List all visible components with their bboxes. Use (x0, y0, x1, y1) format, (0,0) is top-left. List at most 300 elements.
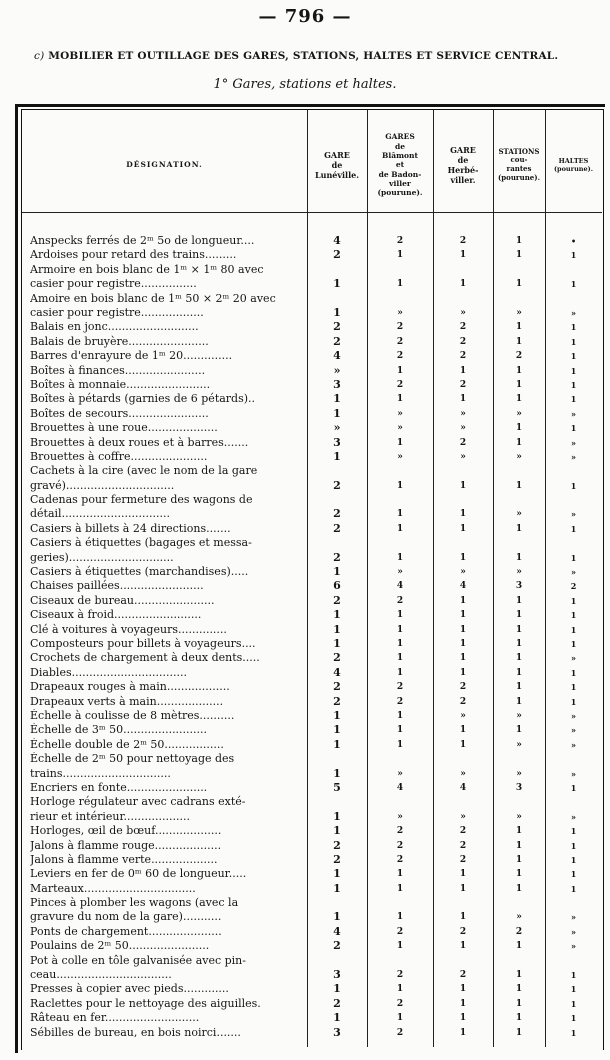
row-value-col1: 2 (396, 926, 404, 937)
row-value-col4: 1 (570, 394, 577, 405)
row-value-col1: 1 (396, 523, 404, 534)
row-value-col2: 1 (459, 624, 467, 635)
table-row (22, 436, 602, 450)
row-value-col2: 1 (459, 250, 467, 261)
row-value-col4: » (571, 912, 576, 923)
row-value-col0: 2 (333, 320, 341, 334)
table-row (22, 536, 602, 565)
row-value-col4: » (571, 739, 576, 750)
row-value-col0: 1 (333, 392, 341, 406)
row-value-col3: 1 (515, 653, 523, 664)
row-value-col0: 4 (333, 924, 341, 938)
table-row (22, 579, 602, 593)
header-col-luneville: GARE de Lunéville. (315, 150, 359, 180)
row-value-col0: 3 (333, 1025, 341, 1039)
row-value-col2: 2 (459, 696, 467, 707)
row-value-col3: 1 (515, 826, 523, 837)
row-value-col4: 1 (570, 840, 577, 851)
row-value-col4: 1 (570, 523, 577, 534)
row-value-col0: 1 (333, 766, 341, 780)
row-value-col4: 1 (570, 250, 577, 261)
row-value-col2: 1 (459, 984, 467, 995)
row-designation: Amoire en bois blanc de 1ᵐ 50 × 2ᵐ 20 avec casier pour registre.................. (30, 291, 276, 319)
row-value-col4: 1 (570, 279, 577, 290)
row-value-col4: 2 (570, 581, 577, 592)
row-value-col4: » (571, 941, 576, 952)
row-value-col0: 2 (333, 521, 341, 535)
row-designation: Boîtes à finances....................... (30, 363, 206, 377)
table-row (22, 997, 602, 1011)
row-value-col0: 2 (333, 838, 341, 852)
table-row (22, 637, 602, 651)
row-value-col2: 1 (459, 912, 467, 923)
row-value-col3: 1 (515, 250, 523, 261)
row-value-col3: » (516, 710, 522, 721)
row-value-col1: 2 (396, 682, 404, 693)
row-designation: Râteau en fer........................... (30, 1011, 200, 1025)
row-value-col3: 1 (515, 624, 523, 635)
row-value-col2: » (460, 811, 466, 822)
row-designation: Pot à colle en tôle galvanisée avec pin- ceau................................. (30, 953, 246, 982)
row-value-col4: 1 (570, 322, 577, 333)
row-value-col4: 1 (570, 423, 577, 434)
row-value-col0: » (333, 363, 341, 377)
row-designation: Casiers à étiquettes (marchandises)..... (30, 565, 249, 579)
row-value-col1: » (397, 307, 403, 318)
row-value-col1: 2 (396, 379, 404, 390)
row-value-col2: 1 (459, 1013, 467, 1024)
row-value-col3: 1 (515, 480, 523, 491)
row-value-col1: 2 (396, 854, 404, 865)
row-designation: Crochets de chargement à deux dents..... (30, 651, 260, 665)
row-value-col1: 1 (396, 437, 404, 448)
row-value-col3: » (516, 739, 522, 750)
row-value-col2: 1 (459, 1027, 467, 1038)
table-row (22, 882, 602, 896)
row-designation: Balais en jonc.......................... (30, 320, 199, 334)
row-designation: Ciseaux de bureau....................... (30, 593, 215, 607)
row-value-col0: 2 (333, 248, 341, 262)
row-value-col0: 5 (333, 780, 341, 794)
row-value-col1: 1 (396, 639, 404, 650)
row-value-col0: 1 (333, 305, 341, 319)
row-value-col0: 3 (333, 435, 341, 449)
table-row (22, 781, 602, 795)
table-row (22, 565, 602, 579)
row-value-col2: 2 (459, 926, 467, 937)
row-value-col4: 1 (570, 667, 577, 678)
row-value-col3: 1 (515, 322, 523, 333)
table-row (22, 896, 602, 925)
row-value-col0: 1 (333, 449, 341, 463)
row-designation: Marteaux................................ (30, 881, 196, 895)
table-row (22, 795, 602, 824)
row-value-col4: 1 (570, 696, 577, 707)
row-value-col2: 1 (459, 667, 467, 678)
row-value-col3: 1 (515, 639, 523, 650)
row-designation: Barres d'enrayure de 1ᵐ 20.............. (30, 349, 233, 363)
row-value-col4: » (571, 653, 576, 664)
row-value-col2: 1 (459, 509, 467, 520)
row-value-col1: 2 (396, 322, 404, 333)
row-value-col1: 1 (396, 710, 404, 721)
row-value-col2: 4 (459, 581, 467, 592)
row-value-col1: » (397, 567, 403, 578)
table-body (22, 234, 602, 1040)
row-value-col1: 2 (396, 970, 404, 981)
row-value-col2: 1 (459, 394, 467, 405)
row-designation: Armoire en bois blanc de 1ᵐ × 1ᵐ 80 avec casier pour registre................ (30, 262, 264, 291)
row-value-col1: 1 (396, 279, 404, 290)
row-value-col3: » (516, 451, 522, 462)
row-value-col0: 2 (333, 680, 341, 694)
row-value-col1: 1 (396, 394, 404, 405)
table-row (22, 450, 602, 464)
row-value-col0: 2 (333, 507, 341, 521)
row-value-col1: 2 (396, 1027, 404, 1038)
row-value-col1: 4 (396, 782, 404, 793)
table-row (22, 292, 602, 321)
row-value-col2: 1 (459, 941, 467, 952)
row-value-col4: 1 (570, 552, 577, 563)
row-value-col4: 1 (570, 365, 577, 376)
row-value-col2: » (460, 768, 466, 779)
row-value-col0: 1 (333, 723, 341, 737)
table-row (22, 695, 602, 709)
row-value-col3: 1 (515, 998, 523, 1009)
row-value-col3: » (516, 912, 522, 923)
table-row (22, 320, 602, 334)
row-value-col1: 2 (396, 998, 404, 1009)
row-value-col2: 2 (459, 351, 467, 362)
row-value-col1: 1 (396, 610, 404, 621)
row-designation: Ardoises pour retard des trains......... (30, 248, 237, 262)
row-value-col2: 4 (459, 782, 467, 793)
row-designation: Clé à voitures à voyageurs.............. (30, 622, 227, 636)
row-designation: Boîtes à pétards (garnies de 6 pétards).. (30, 392, 256, 406)
row-value-col4: 1 (570, 984, 577, 995)
row-value-col2: 2 (459, 840, 467, 851)
table-row (22, 867, 602, 881)
row-value-col1: 1 (396, 509, 404, 520)
row-value-col4: 1 (570, 336, 577, 347)
table-row (22, 723, 602, 737)
row-value-col4: » (571, 725, 576, 736)
table-row (22, 853, 602, 867)
row-designation: Boîtes de secours....................... (30, 406, 209, 420)
row-value-col1: » (397, 811, 403, 822)
table-row (22, 234, 602, 248)
table-row (22, 349, 602, 363)
page-number: — 796 — (258, 6, 352, 27)
row-value-col3: 1 (515, 869, 523, 880)
row-value-col0: 2 (333, 651, 341, 665)
row-value-col3: 1 (515, 696, 523, 707)
row-value-col2: 1 (459, 725, 467, 736)
table-row (22, 608, 602, 622)
table-row (22, 522, 602, 536)
row-designation: Boîtes à monnaie........................ (30, 377, 211, 391)
section-title (34, 50, 594, 62)
row-value-col3: 1 (515, 1027, 523, 1038)
row-value-col0: 2 (333, 593, 341, 607)
row-designation: Sébilles de bureau, en bois noirci....... (30, 1025, 241, 1039)
row-value-col2: » (460, 567, 466, 578)
row-value-col1: 1 (396, 869, 404, 880)
row-value-col3: 1 (515, 610, 523, 621)
row-value-col1: 1 (396, 480, 404, 491)
row-value-col3: » (516, 768, 522, 779)
row-designation: Poulains de 2ᵐ 50....................... (30, 939, 210, 953)
table-row (22, 378, 602, 392)
row-designation: Brouettes à une roue.................... (30, 421, 218, 435)
row-value-col0: 1 (333, 1011, 341, 1025)
row-value-col1: 4 (396, 581, 404, 592)
row-value-col4: 1 (570, 595, 577, 606)
header-col-blamont: GARES de Blâmont et de Badon- viller (pourune). (377, 132, 423, 198)
row-value-col3: 1 (515, 970, 523, 981)
row-value-col1: 1 (396, 1013, 404, 1024)
row-value-col2: 2 (459, 379, 467, 390)
row-designation: Horloge régulateur avec cadrans exté- rieur et intérieur................... (30, 795, 246, 823)
row-value-col1: » (397, 768, 403, 779)
table-row (22, 709, 602, 723)
table-row (22, 335, 602, 349)
row-value-col4: 1 (570, 782, 577, 793)
row-value-col3: 1 (515, 437, 523, 448)
row-value-col2: 1 (459, 480, 467, 491)
row-designation: Anspecks ferrés de 2ᵐ 5o de longueur.... (30, 234, 255, 247)
table-row (22, 263, 602, 292)
table-row (22, 623, 602, 637)
row-value-col0: 1 (333, 824, 341, 838)
row-value-col4: 1 (570, 970, 577, 981)
row-value-col3: 1 (515, 379, 523, 390)
row-designation: Horloges, œil de bœuf................... (30, 824, 222, 838)
row-value-col4: » (571, 768, 576, 779)
row-value-col2: 2 (459, 437, 467, 448)
row-value-col1: 1 (396, 912, 404, 923)
table-row (22, 364, 602, 378)
row-designation: Leviers en fer de 0ᵐ 60 de longueur..... (30, 867, 247, 881)
table-row (22, 464, 602, 493)
row-value-col3: 1 (515, 984, 523, 995)
row-value-col0: 1 (333, 565, 341, 579)
table-row (22, 248, 602, 262)
row-value-col3: 1 (515, 667, 523, 678)
row-value-col0: 1 (333, 277, 341, 291)
row-value-col4: » (571, 926, 576, 937)
row-value-col3: » (516, 811, 522, 822)
table-row (22, 738, 602, 752)
row-value-col4: 1 (570, 639, 577, 650)
row-value-col2: » (460, 710, 466, 721)
row-value-col3: 1 (515, 236, 523, 246)
row-designation: Brouettes à coffre...................... (30, 449, 208, 463)
row-designation: Encriers en fonte....................... (30, 780, 208, 794)
row-value-col0: 4 (333, 665, 341, 679)
row-value-col2: 2 (459, 682, 467, 693)
row-value-col4: » (571, 567, 576, 578)
row-value-col0: » (333, 421, 341, 435)
row-value-col2: 2 (459, 854, 467, 865)
row-designation: Cadenas pour fermeture des wagons de détail............................... (30, 493, 253, 521)
row-value-col3: 1 (515, 854, 523, 865)
row-value-col4: » (571, 710, 576, 721)
row-value-col3: » (516, 509, 522, 520)
row-value-col1: 1 (396, 667, 404, 678)
row-value-col0: 6 (333, 579, 341, 593)
row-value-col2: 1 (459, 653, 467, 664)
row-value-col1: » (397, 408, 403, 419)
row-value-col3: » (516, 408, 522, 419)
row-value-col1: 2 (396, 351, 404, 362)
row-value-col3: » (516, 307, 522, 318)
row-value-col0: 4 (333, 349, 341, 363)
row-value-col4: 1 (570, 998, 577, 1009)
row-value-col1: 2 (396, 840, 404, 851)
row-value-col1: 2 (396, 696, 404, 707)
row-designation: Brouettes à deux roues et à barres....... (30, 435, 249, 449)
row-value-col1: 2 (396, 236, 404, 246)
row-value-col3: 2 (515, 351, 523, 362)
row-designation: Raclettes pour le nettoyage des aiguilles. (30, 996, 261, 1010)
table-row (22, 666, 602, 680)
row-value-col4: » (571, 437, 576, 448)
row-designation: Presses à copier avec pieds............. (30, 982, 229, 996)
row-value-col2: » (460, 307, 466, 318)
table-row (22, 407, 602, 421)
row-value-col2: 1 (459, 998, 467, 1009)
row-designation: Ciseaux à froid......................... (30, 608, 202, 622)
row-value-col4: » (571, 509, 576, 520)
row-value-col2: 2 (459, 826, 467, 837)
row-value-col4: 1 (570, 682, 577, 693)
subsection-title: 1° Gares, stations et haltes. (213, 77, 397, 92)
row-value-col3: 1 (515, 552, 523, 563)
row-value-col4: 1 (570, 480, 577, 491)
row-designation: Jalons à flamme verte................... (30, 852, 218, 866)
row-value-col3: 1 (515, 595, 523, 606)
header-designation: DÉSIGNATION. (126, 160, 203, 170)
row-value-col3: 3 (515, 581, 523, 592)
row-value-col0: 2 (333, 939, 341, 953)
row-designation: Balais de bruyère....................... (30, 334, 209, 348)
table-row (22, 939, 602, 953)
row-value-col2: 1 (459, 739, 467, 750)
row-value-col1: 1 (396, 250, 404, 261)
row-value-col4: 1 (570, 869, 577, 880)
row-value-col0: 3 (333, 377, 341, 391)
row-value-col4: 1 (570, 610, 577, 621)
row-value-col2: 2 (459, 236, 467, 246)
row-designation: Échelle à coulisse de 8 mètres.......... (30, 708, 235, 722)
row-value-col2: » (460, 451, 466, 462)
row-value-col4: » (571, 408, 576, 419)
row-value-col0: 3 (333, 968, 341, 982)
section-prefix: c) (34, 50, 45, 62)
table-row (22, 752, 602, 781)
row-value-col0: 1 (333, 406, 341, 420)
table-row (22, 1011, 602, 1025)
row-designation: Ponts de chargement..................... (30, 924, 222, 938)
row-value-col3: 1 (515, 365, 523, 376)
row-value-col1: 1 (396, 365, 404, 376)
row-value-col1: 1 (396, 883, 404, 894)
row-value-col4: 1 (570, 1027, 577, 1038)
row-value-col3: 1 (515, 725, 523, 736)
row-designation: Chaises paillées........................ (30, 579, 204, 593)
row-designation: Drapeaux rouges à main.................. (30, 680, 230, 694)
row-value-col0: 2 (333, 478, 341, 492)
row-value-col2: 2 (459, 336, 467, 347)
row-value-col0: 2 (333, 550, 341, 564)
row-value-col3: 1 (515, 279, 523, 290)
table-row (22, 954, 602, 983)
row-value-col0: 1 (333, 622, 341, 636)
row-value-col1: 1 (396, 653, 404, 664)
row-value-col2: » (460, 408, 466, 419)
row-value-col3: 1 (515, 394, 523, 405)
row-value-col4: 1 (570, 826, 577, 837)
row-value-col1: 2 (396, 336, 404, 347)
table-row (22, 925, 602, 939)
row-value-col1: 1 (396, 725, 404, 736)
row-value-col3: 1 (515, 883, 523, 894)
table-row (22, 651, 602, 665)
row-designation: Jalons à flamme rouge................... (30, 838, 222, 852)
row-value-col3: 1 (515, 336, 523, 347)
row-value-col3: 1 (515, 423, 523, 434)
row-value-col4: • (570, 236, 577, 246)
row-designation: Drapeaux verts à main................... (30, 694, 224, 708)
row-designation: Composteurs pour billets à voyageurs.... (30, 637, 256, 651)
row-value-col1: 2 (396, 595, 404, 606)
table-row (22, 421, 602, 435)
row-designation: Casiers à étiquettes (bagages et messa- geries).............................. (30, 536, 252, 564)
row-value-col2: 2 (459, 322, 467, 333)
row-value-col0: 2 (333, 334, 341, 348)
row-value-col1: » (397, 451, 403, 462)
row-value-col4: 1 (570, 624, 577, 635)
row-value-col2: 1 (459, 610, 467, 621)
row-value-col0: 2 (333, 996, 341, 1010)
row-value-col1: 1 (396, 739, 404, 750)
row-value-col2: 1 (459, 552, 467, 563)
row-value-col2: 1 (459, 883, 467, 894)
row-value-col4: 1 (570, 883, 577, 894)
table-row (22, 392, 602, 406)
row-value-col0: 1 (333, 708, 341, 722)
table-row (22, 839, 602, 853)
row-value-col4: 1 (570, 351, 577, 362)
row-value-col3: 3 (515, 782, 523, 793)
row-value-col1: 1 (396, 552, 404, 563)
row-value-col3: 1 (515, 523, 523, 534)
row-value-col4: » (571, 811, 576, 822)
header-divider (22, 212, 602, 213)
row-value-col1: 1 (396, 941, 404, 952)
row-value-col1: 1 (396, 624, 404, 635)
row-value-col2: 1 (459, 365, 467, 376)
row-value-col0: 2 (333, 852, 341, 866)
row-value-col0: 1 (333, 982, 341, 996)
row-value-col0: 1 (333, 737, 341, 751)
table-row (22, 1026, 602, 1040)
row-value-col2: 1 (459, 595, 467, 606)
row-value-col3: 1 (515, 1013, 523, 1024)
header-col-herbeviller: GARE de Herbé- viller. (447, 145, 479, 185)
